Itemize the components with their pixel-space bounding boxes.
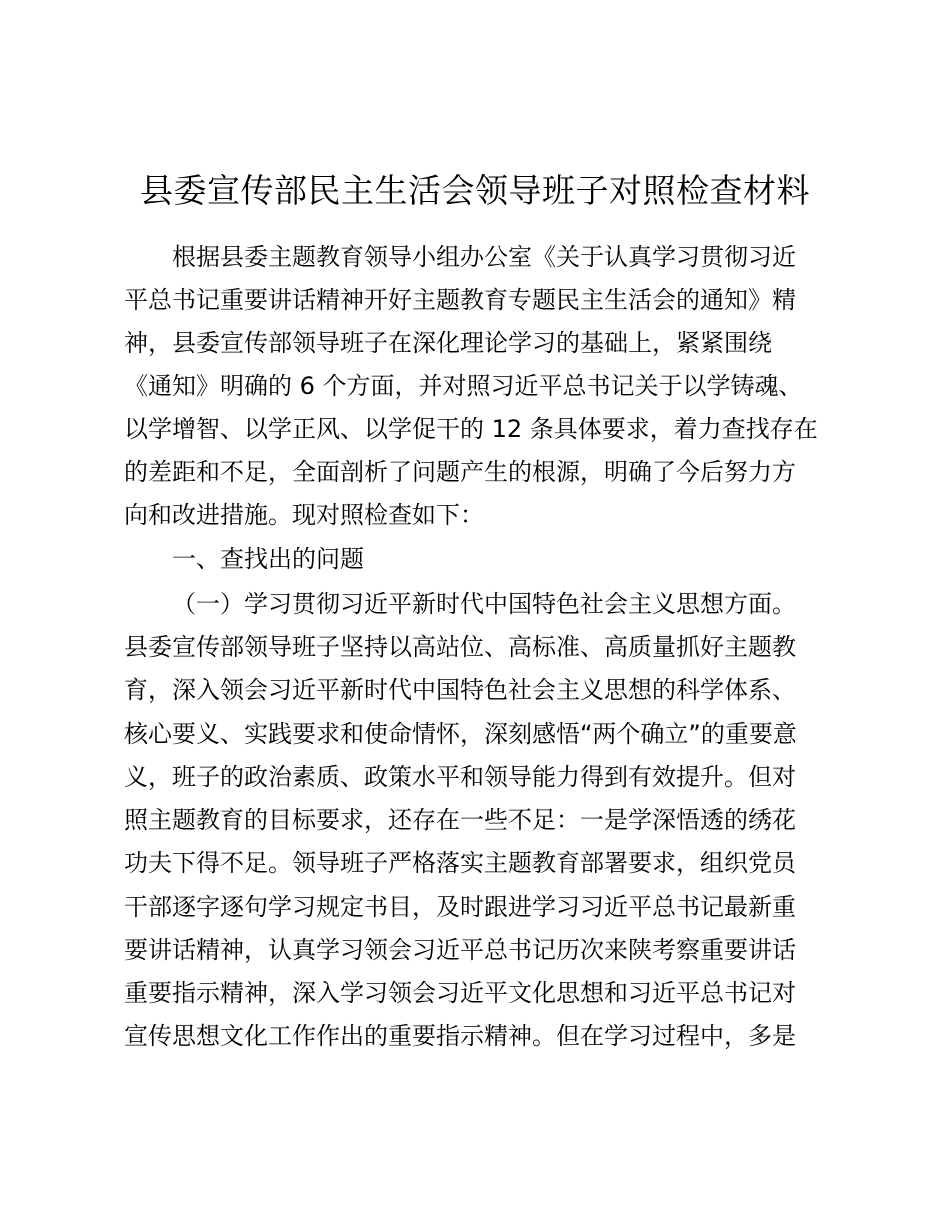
paragraph-line: 育，深入领会习近平新时代中国特色社会主义思想的科学体系、 <box>124 676 796 704</box>
paragraph-line: 《通知》明确的 6 个方面，并对照习近平总书记关于以学铸魂、 <box>124 372 803 400</box>
paragraph-line: 宣传思想文化工作作出的重要指示精神。但在学习过程中，多是 <box>124 1022 796 1050</box>
paragraph-line: 重要指示精神，深入学习领会习近平文化思想和习近平总书记对 <box>124 979 796 1007</box>
paragraph-line: 干部逐字逐句学习规定书目，及时跟进学习习近平总书记最新重 <box>124 893 796 921</box>
document-title: 县委宣传部民主生活会领导班子对照检查材料 <box>140 171 810 210</box>
paragraph-line: 核心要义、实践要求和使命情怀，深刻感悟“两个确立”的重要意 <box>124 720 797 748</box>
paragraph-line: 照主题教育的目标要求，还存在一些不足：一是学深悟透的绣花 <box>124 806 796 834</box>
paragraph-line: 神，县委宣传部领导班子在深化理论学习的基础上，紧紧围绕 <box>124 329 772 357</box>
paragraph-line: 根据县委主题教育领导小组办公室《关于认真学习贯彻习近 <box>172 243 796 271</box>
paragraph-line: 向和改进措施。现对照检查如下： <box>124 501 484 529</box>
paragraph-line: 以学增智、以学正风、以学促干的 12 条具体要求，着力查找存在 <box>124 415 818 443</box>
paragraph-line: 的差距和不足，全面剖析了问题产生的根源，明确了今后努力方 <box>124 458 796 486</box>
section-heading: 一、查找出的问题 <box>172 545 364 573</box>
paragraph-line: 县委宣传部领导班子坚持以高站位、高标准、高质量抓好主题教 <box>124 633 796 661</box>
paragraph-line: 要讲话精神，认真学习领会习近平总书记历次来陕考察重要讲话 <box>124 936 796 964</box>
paragraph-line: 义，班子的政治素质、政策水平和领导能力得到有效提升。但对 <box>124 763 796 791</box>
paragraph-line: 平总书记重要讲话精神开好主题教育专题民主生活会的通知》精 <box>124 286 796 314</box>
subsection-heading: （一）学习贯彻习近平新时代中国特色社会主义思想方面。 <box>172 590 796 618</box>
paragraph-line: 功夫下得不足。领导班子严格落实主题教育部署要求，组织党员 <box>124 849 796 877</box>
